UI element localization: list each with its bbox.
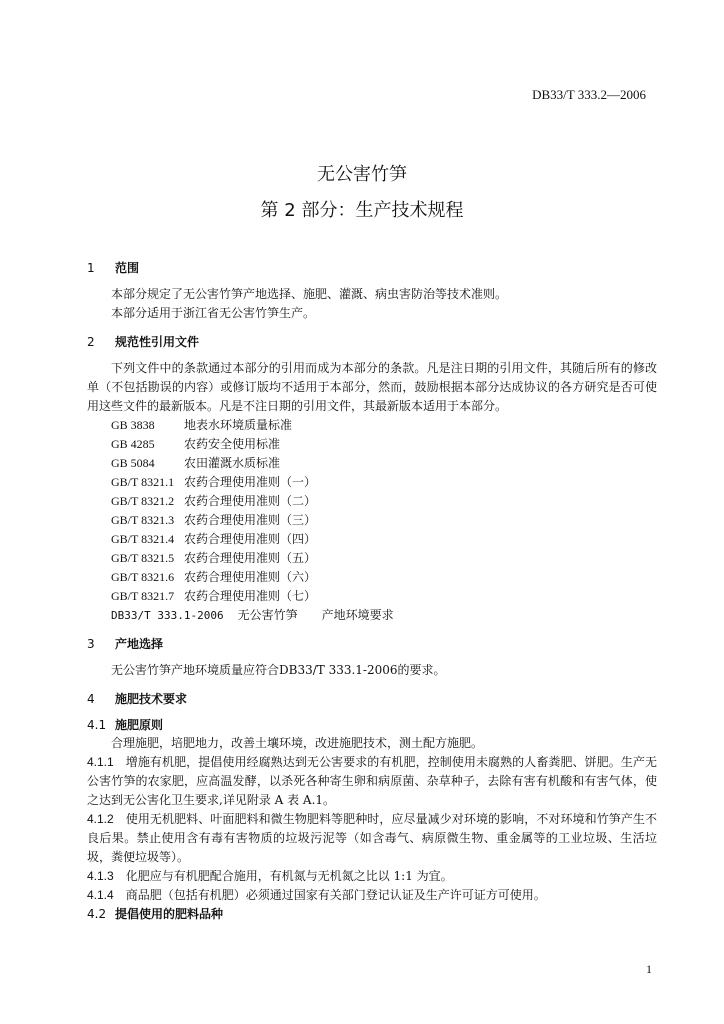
clause-4-1-2: 4.1.2 使用无机肥料、叶面肥料和微生物肥料等肥种时，应尽量减少对环境的影响，不对环境和竹笋产生不良后果。禁止使用含有毒有害物质的垃圾污泥等（如含毒气、病原微生物、重金属等的工业垃圾、生活垃圾，粪便垃圾等）。 — [87, 812, 657, 864]
reference-item: GB/T 8321.5 农药合理使用准则（五） — [111, 551, 317, 565]
clause-4-1-1: 4.1.1 增施有机肥，提倡使用经腐熟达到无公害要求的有机肥，控制使用未腐熟的人畜粪肥、饼肥。生产无公害竹笋的农家肥，应高温发酵，以杀死各种寄生卵和病原菌、杂草种子，去除有害有机酸和有害气体，使之达到无公害化卫生要求,详见附录 A 表 A.1。 — [87, 755, 657, 807]
document-body — [87, 259, 657, 923]
reference-item: GB/T 8321.7 农药合理使用准则（七） — [111, 589, 317, 603]
reference-item: GB/T 8321.2 农药合理使用准则（二） — [111, 494, 317, 508]
section-heading-1: 1 范围 — [87, 261, 140, 275]
reference-item: DB33/T 333.1-2006 无公害竹笋 产地环境要求 — [111, 608, 394, 622]
subsection-heading-4-1: 4.1 施肥原则 — [87, 718, 164, 732]
reference-item: GB 3838 地表水环境质量标准 — [111, 418, 293, 432]
document-number: DB33/T 333.2—2006 — [532, 87, 646, 102]
document-subtitle: 第 2 部分：生产技术规程 — [260, 200, 464, 221]
section-heading-2: 2 规范性引用文件 — [87, 335, 200, 349]
reference-item: GB/T 8321.4 农药合理使用准则（四） — [111, 532, 317, 546]
paragraph: 合理施肥，培肥地力，改善土壤环境，改进施肥技术，测土配方施肥。 — [111, 736, 484, 750]
section-heading-3: 3 产地选择 — [87, 637, 164, 651]
reference-item: GB/T 8321.1 农药合理使用准则（一） — [111, 475, 317, 489]
paragraph: 下列文件中的条款通过本部分的引用而成为本部分的条款。凡是注日期的引用文件，其随后所有的修改单（不包括勘误的内容）或修订版均不适用于本部分，然而，鼓励根据本部分达成协议的各方研究是否可使用这些文件的最新版本。凡是不注日期的引用文件，其最新版本适用于本部分。 — [87, 361, 657, 413]
clause-4-1-3: 4.1.3 化肥应与有机肥配合施用，有机氮与无机氮之比以 1:1 为宜。 — [87, 869, 453, 883]
paragraph: 本部分规定了无公害竹笋产地选择、施肥、灌溉、病虫害防治等技术准则。 — [111, 287, 508, 301]
clause-4-1-4: 4.1.4 商品肥（包括有机肥）必须通过国家有关部门登记认证及生产许可证方可使用。 — [87, 888, 546, 902]
reference-item: GB 5084 农田灌溉水质标准 — [111, 456, 281, 470]
paragraph: 无公害竹笋产地环境质量应符合DB33/T 333.1-2006的要求。 — [111, 663, 446, 677]
reference-list — [87, 416, 657, 625]
document-title: 无公害竹笋 — [317, 164, 407, 185]
reference-item: GB 4285 农药安全使用标准 — [111, 437, 281, 451]
page-number: 1 — [646, 962, 652, 976]
subsection-heading-4-2: 4.2 提倡使用的肥料品种 — [87, 907, 224, 921]
reference-item: GB/T 8321.6 农药合理使用准则（六） — [111, 570, 317, 584]
reference-item: GB/T 8321.3 农药合理使用准则（三） — [111, 513, 317, 527]
section-heading-4: 4 施肥技术要求 — [87, 692, 188, 706]
paragraph: 本部分适用于浙江省无公害竹笋生产。 — [111, 306, 316, 320]
